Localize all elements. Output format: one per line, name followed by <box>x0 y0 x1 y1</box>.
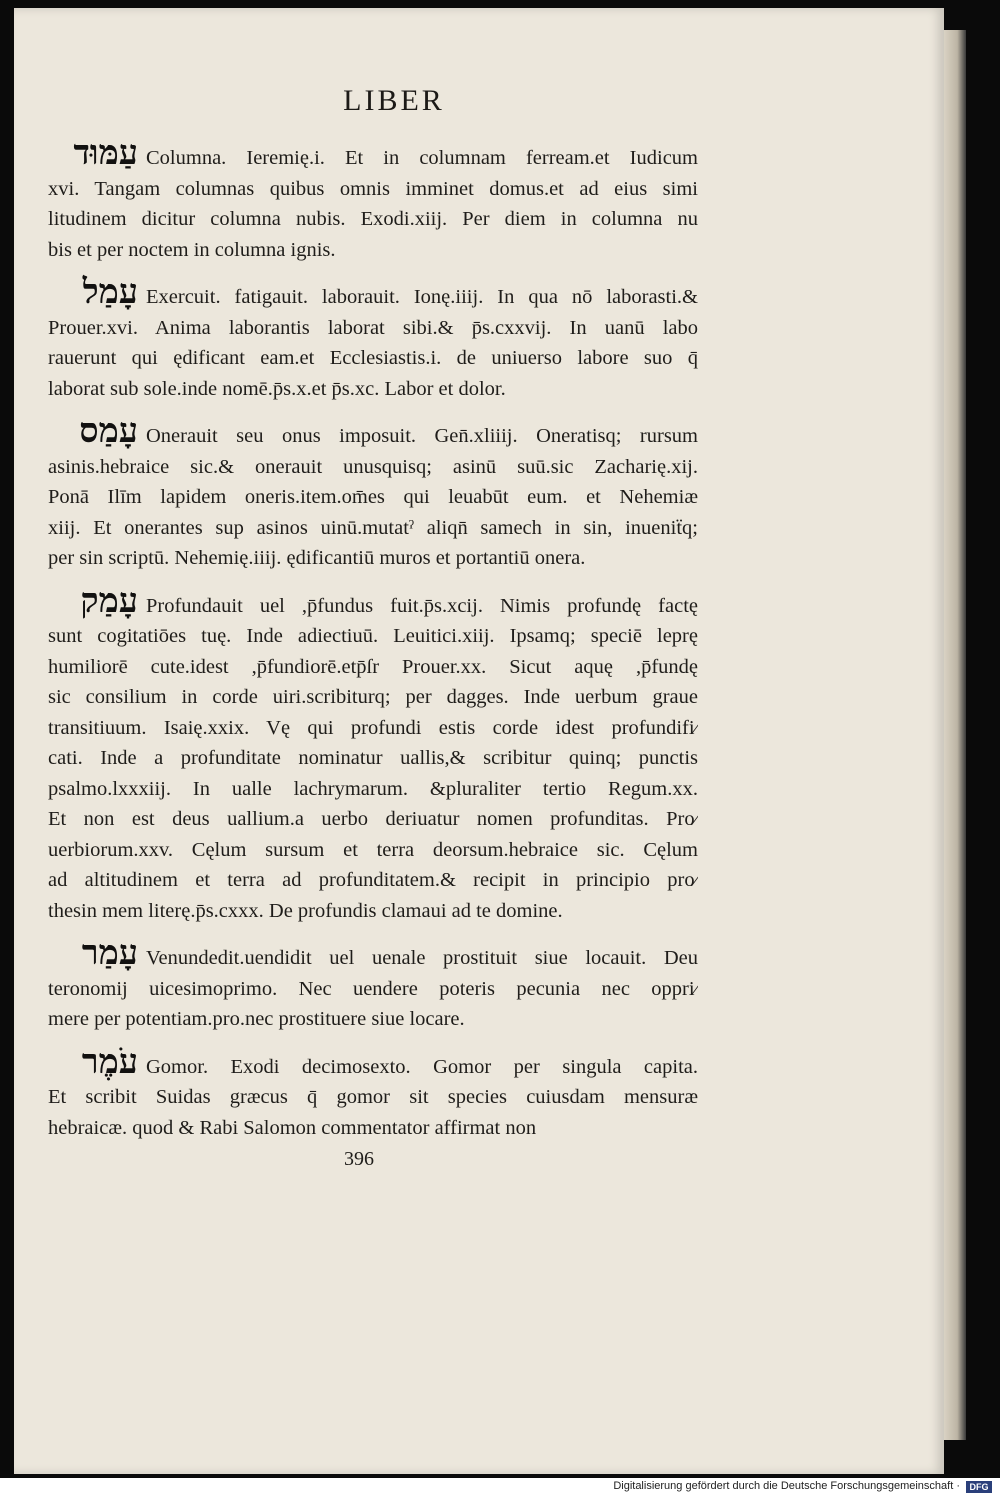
footer-credit: Digitalisierung gefördert durch die Deutsche Forschungsgemeinschaft · <box>613 1480 960 1492</box>
entry-first-line <box>48 1041 698 1083</box>
hebrew-headword: עַמּוּד <box>73 133 138 173</box>
entry-first-line <box>48 580 698 622</box>
dictionary-entry <box>48 1041 698 1144</box>
text-line: mere per potentiam.pro.nec prostituere siue locare. <box>48 1008 465 1030</box>
running-head: LIBER <box>343 84 445 117</box>
text-line: psalmo.lxxxiij. In ualle lachrymarum. &pluraliter tertio Regum.xx. <box>48 777 698 800</box>
text-line: Prouer.xvi. Anima laborantis laborat sibi.& p̄s.cxxvij. In uanū labo <box>48 316 698 339</box>
text-line: laborat sub sole.inde nomē.p̄s.x.et p̄s.xc. Labor et dolor. <box>48 377 506 400</box>
text-line: sic consilium in corde uiri.scribiturq; per dagges. Inde uerbum graue <box>48 686 698 708</box>
dictionary-entry <box>48 933 698 1035</box>
hebrew-headword: עָמַק <box>80 580 138 621</box>
hebrew-headword: עֹמֶר <box>81 1041 138 1082</box>
text-line: Venundedit.uendidit uel uenale prostituit siue locauit. Deu <box>146 947 698 969</box>
footer <box>0 1478 1000 1496</box>
text-line: uerbiorum.xxv. Cęlum sursum et terra deorsum.hebraice sic. Cęlum <box>48 838 698 861</box>
text-line: Ponā Ilīm lapidem oneris.item.om̄es qui leuabūt eum. et Nehemiæ <box>48 486 698 508</box>
text-line: thesin mem literę.p̄s.cxxx. De profundis clamaui ad te domine. <box>48 899 563 922</box>
text-line: Et non est deus uallium.a uerbo deriuatur nomen profunditas. Pro⁄ <box>48 808 698 830</box>
text-line: sunt cogitatiōes tuę. Inde adiectiuū. Leuitici.xiij. Ipsamq; speciē leprę <box>48 625 698 647</box>
dictionary-entry <box>48 133 698 265</box>
entry-first-line <box>48 133 698 174</box>
text-line: per sin scriptū. Nehemię.iiij. ędificantiū muros et portantiū onera. <box>48 547 586 569</box>
text-line: Et scribit Suidas græcus q̄ gomor sit species cuiusdam mensuræ <box>48 1086 698 1108</box>
dictionary-entry <box>48 411 698 574</box>
hebrew-headword: עָמַר <box>81 933 138 973</box>
text-line: Profundauit uel ,p̄fundus fuit.p̄s.xcij. Nimis profundę factę <box>146 594 698 617</box>
text-line: rauerunt qui ędificant eam.et Ecclesiastis.i. de uniuerso labore suo q̄ <box>48 347 698 369</box>
text-line: humiliorē cute.idest ,p̄fundiorē.etp̄ſr Prouer.xx. Sicut aquę ,p̄fundę <box>48 655 698 678</box>
text-line: Exercuit. fatigauit. laborauit. Ionę.iiij. In qua nō laborasti.& <box>146 286 698 308</box>
text-line: teronomij uicesimoprimo. Nec uendere poteris pecunia nec oppri⁄ <box>48 977 698 1000</box>
hebrew-headword: עָמַס <box>79 411 138 451</box>
text-line: Onerauit seu onus imposuit. Gen̄.xliiij. Oneratisq; rursum <box>146 425 698 447</box>
entry-first-line <box>48 411 698 452</box>
text-line: hebraicæ. quod & Rabi Salomon commentator affirmat non <box>48 1116 537 1139</box>
text-line: asinis.hebraice sic.& onerauit unusquisq; asinū suū.sic Zacharię.xij. <box>48 455 698 478</box>
text-line: cati. Inde a profunditate nominatur uallis,& scribitur quinq; punctis <box>48 747 698 769</box>
text-line: xvi. Tangam columnas quibus omnis imminet domus.et ad eius simi <box>48 177 698 200</box>
entry-first-line <box>48 933 698 974</box>
text-block <box>48 133 698 1153</box>
book-page <box>14 8 944 1474</box>
entry-first-line <box>48 272 698 313</box>
dictionary-entry <box>48 580 698 927</box>
dictionary-entry <box>48 272 698 404</box>
text-line: bis et per noctem in columna ignis. <box>48 238 336 261</box>
text-line: Columna. Ieremię.i. Et in columnam ferream.et Iudicum <box>146 147 698 169</box>
folio-number: 396 <box>344 1148 374 1170</box>
page-edge <box>944 30 966 1440</box>
hebrew-headword: עָמַל <box>82 272 138 312</box>
text-line: litudinem dicitur columna nubis. Exodi.xiij. Per diem in columna nu <box>48 208 698 230</box>
text-line: ad altitudinem et terra ad profunditatem.& recipit in principio pro⁄ <box>48 869 698 891</box>
text-line: Gomor. Exodi decimosexto. Gomor per singula capita. <box>146 1055 698 1078</box>
text-line: transitiuum. Isaię.xxix. Vę qui profundi estis corde idest profundifi⁄ <box>48 716 698 739</box>
dfg-logo-icon: DFG <box>966 1481 992 1493</box>
text-line: xiij. Et onerantes sup asinos uinū.mutatˀ aliqn̄ samech in sin, inueniẗq; <box>48 516 698 539</box>
